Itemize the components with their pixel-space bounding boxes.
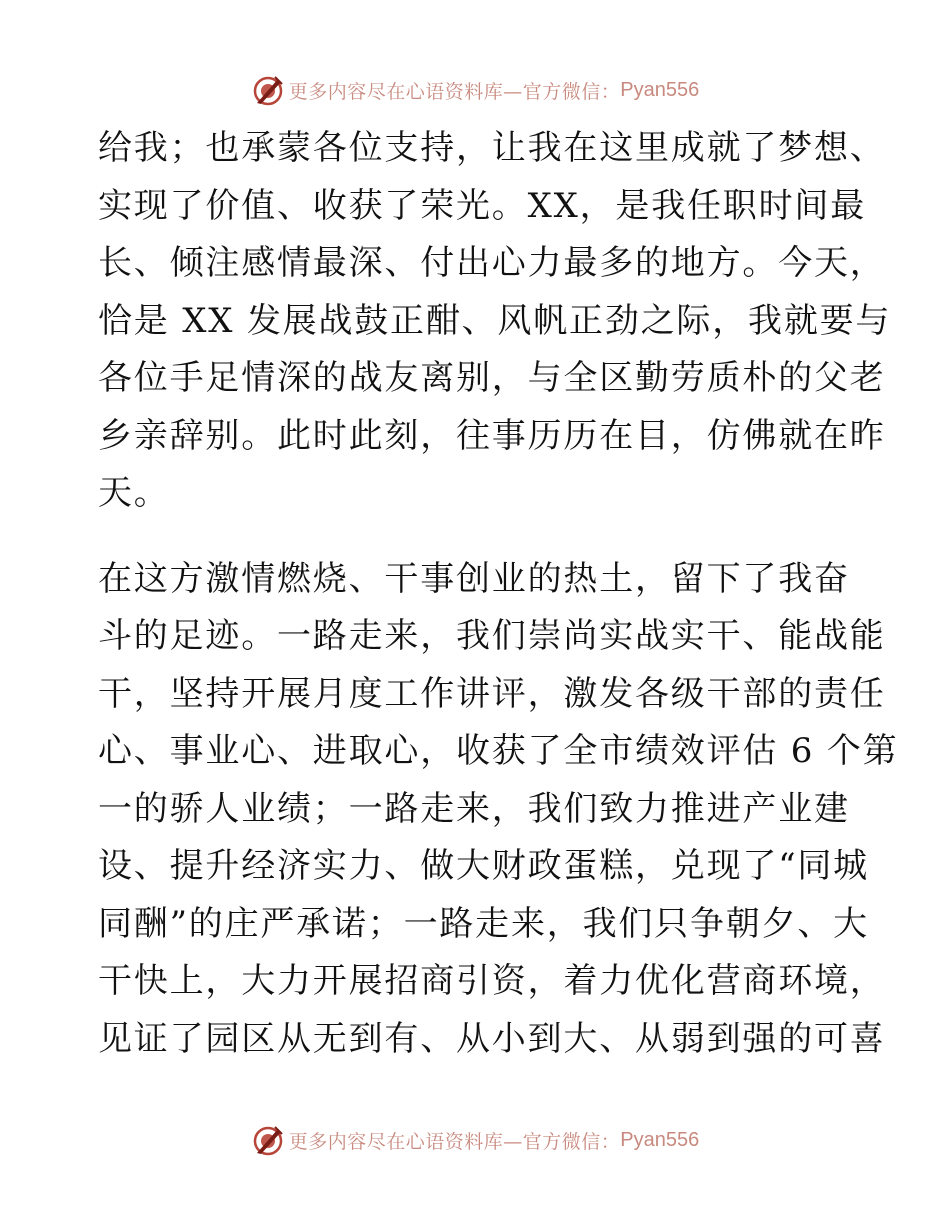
text-line: 长、倾注感情最深、付出心力最多的地方。今天， <box>98 243 886 283</box>
text-line: 心、事业心、进取心，收获了全市绩效评估 6 个第 <box>98 731 899 771</box>
text-line: 同酬”的庄严承诺；一路走来，我们只争朝夕、大 <box>98 903 869 944</box>
watermark-text: 更多内容尽在心语资料库—官方微信： <box>288 80 621 103</box>
paragraph <box>98 551 899 1126</box>
watermark-account: Pyan556 <box>620 1128 700 1151</box>
document-body <box>98 120 899 1126</box>
text-line: 各位手足情深的战友离别，与全区勤劳质朴的父老 <box>98 358 886 398</box>
text-line: 乡亲辞别。此时此刻，往事历历在目，仿佛就在昨 <box>98 415 886 456</box>
header-watermark <box>0 70 950 110</box>
watermark-text: 更多内容尽在心语资料库—官方微信： <box>288 1130 621 1153</box>
text-line: 在这方激情燃烧、干事创业的热土，留下了我奋 <box>98 558 850 599</box>
text-line: 天。 <box>98 473 170 513</box>
paragraph-spacer <box>98 523 850 551</box>
text-line: 见证了园区从无到有、从小到大、从弱到强的可喜 <box>98 1018 886 1059</box>
text-line <box>98 1068 850 1126</box>
text-line: 给我；也承蒙各位支持，让我在这里成就了梦想、 <box>98 128 886 168</box>
text-line: 恰是 XX 发展战鼓正酣、风帆正劲之际，我就要与 <box>98 300 892 341</box>
text-line: 斗的足迹。一路走来，我们崇尚实战实干、能战能 <box>98 616 886 656</box>
quill-pen-seal-icon <box>251 1123 285 1157</box>
paragraph <box>98 120 892 523</box>
text-line: 一的骄人业绩；一路走来，我们致力推进产业建 <box>98 788 850 829</box>
text-line: 实现了价值、收获了荣光。XX，是我任职时间最 <box>98 185 867 226</box>
quill-pen-seal-icon <box>251 73 285 107</box>
text-line: 干快上，大力开展招商引资，着力优化营商环境， <box>98 961 886 1001</box>
text-line: 设、提升经济实力、做大财政蛋糕，兑现了“同城 <box>98 846 869 886</box>
watermark-account: Pyan556 <box>620 78 700 101</box>
footer-watermark <box>0 1120 950 1160</box>
text-line: 干，坚持开展月度工作讲评，激发各级干部的责任 <box>98 673 886 714</box>
